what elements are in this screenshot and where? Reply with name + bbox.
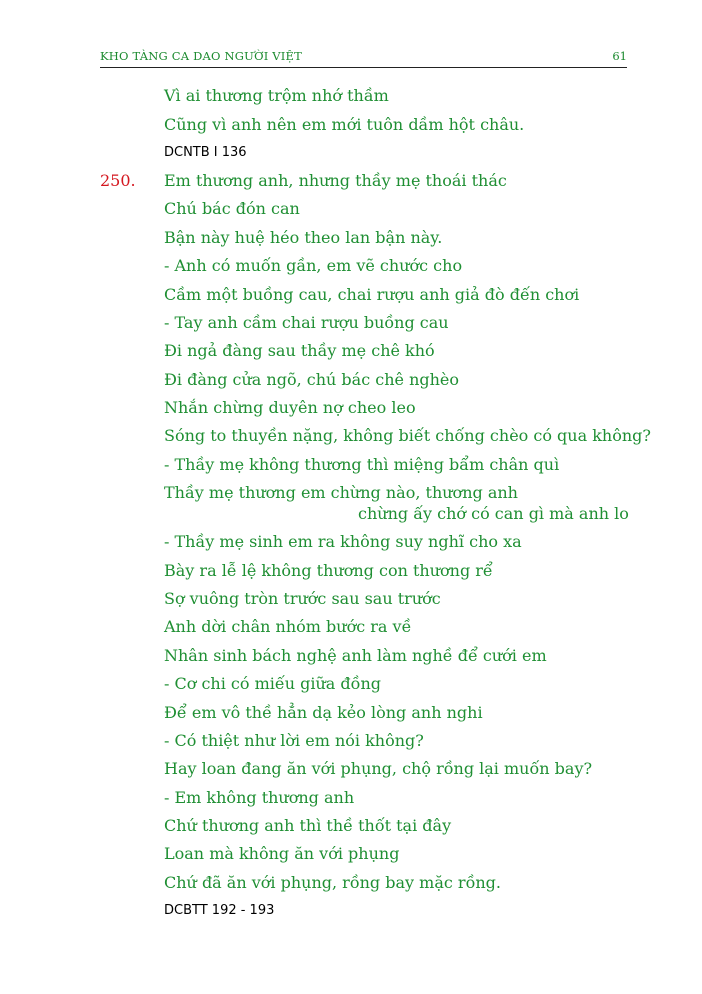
poem-line: - Có thiệt như lời em nói không? bbox=[164, 731, 424, 750]
poem-line: Chứ đã ăn với phụng, rồng bay mặc rồng. bbox=[164, 873, 501, 892]
poem-line: Cầm một buồng cau, chai rượu anh giả đò đến chơi bbox=[164, 285, 580, 304]
source-citation: DCBTT 192 - 193 bbox=[164, 903, 275, 918]
poem-line: Sợ vuông tròn trước sau sau trước bbox=[164, 589, 441, 608]
poem-line: - Em không thương anh bbox=[164, 788, 355, 807]
poem-line: - Tay anh cầm chai rượu buồng cau bbox=[164, 313, 449, 332]
poem-line: Vì ai thương trộm nhớ thầm bbox=[164, 86, 389, 105]
poem-number: 250. bbox=[100, 171, 136, 190]
poem-line: Nhân sinh bách nghệ anh làm nghề để cưới em bbox=[164, 646, 547, 665]
poem-line: - Thầy mẹ sinh em ra không suy nghĩ cho xa bbox=[164, 532, 522, 551]
page-header bbox=[100, 49, 627, 68]
poem-line: Em thương anh, nhưng thầy mẹ thoái thác bbox=[164, 171, 507, 190]
poem-line: Cũng vì anh nên em mới tuôn dầm hột châu. bbox=[164, 115, 525, 134]
poem-line: Chứ thương anh thì thề thốt tại đây bbox=[164, 816, 452, 835]
poem-line: - Thầy mẹ không thương thì miệng bẩm chân quì bbox=[164, 455, 560, 474]
poem-line: Hay loan đang ăn với phụng, chộ rồng lại muốn bay? bbox=[164, 759, 593, 778]
poem-line: Anh dời chân nhóm bước ra về bbox=[164, 617, 412, 636]
poem-line-continuation: chừng ấy chớ có can gì mà anh lo bbox=[358, 504, 629, 523]
poem-line: Bận này huệ héo theo lan bận này. bbox=[164, 228, 443, 247]
poem-line: Thầy mẹ thương em chừng nào, thương anh bbox=[164, 483, 518, 502]
poem-line: - Anh có muốn gần, em vẽ chước cho bbox=[164, 256, 463, 275]
page-number: 61 bbox=[612, 49, 627, 63]
source-citation: DCNTB I 136 bbox=[164, 145, 247, 160]
book-title: KHO TÀNG CA DAO NGƯỜI VIỆT bbox=[100, 49, 303, 63]
poem-line: Để em vô thề hẳn dạ kẻo lòng anh nghi bbox=[164, 703, 483, 722]
poem-line: Sóng to thuyền nặng, không biết chống chèo có qua không? bbox=[164, 426, 651, 445]
poem-line: Đi đàng cửa ngõ, chú bác chê nghèo bbox=[164, 370, 460, 389]
poem-line: Chú bác đón can bbox=[164, 199, 300, 218]
poem-line: - Cơ chi có miếu giữa đồng bbox=[164, 674, 381, 693]
poem-line: Đi ngả đàng sau thầy mẹ chê khó bbox=[164, 341, 435, 360]
poem-line: Loan mà không ăn với phụng bbox=[164, 844, 400, 863]
poem-line: Bày ra lễ lệ không thương con thương rể bbox=[164, 561, 493, 580]
poem-line: Nhắn chừng duyên nợ cheo leo bbox=[164, 398, 416, 417]
